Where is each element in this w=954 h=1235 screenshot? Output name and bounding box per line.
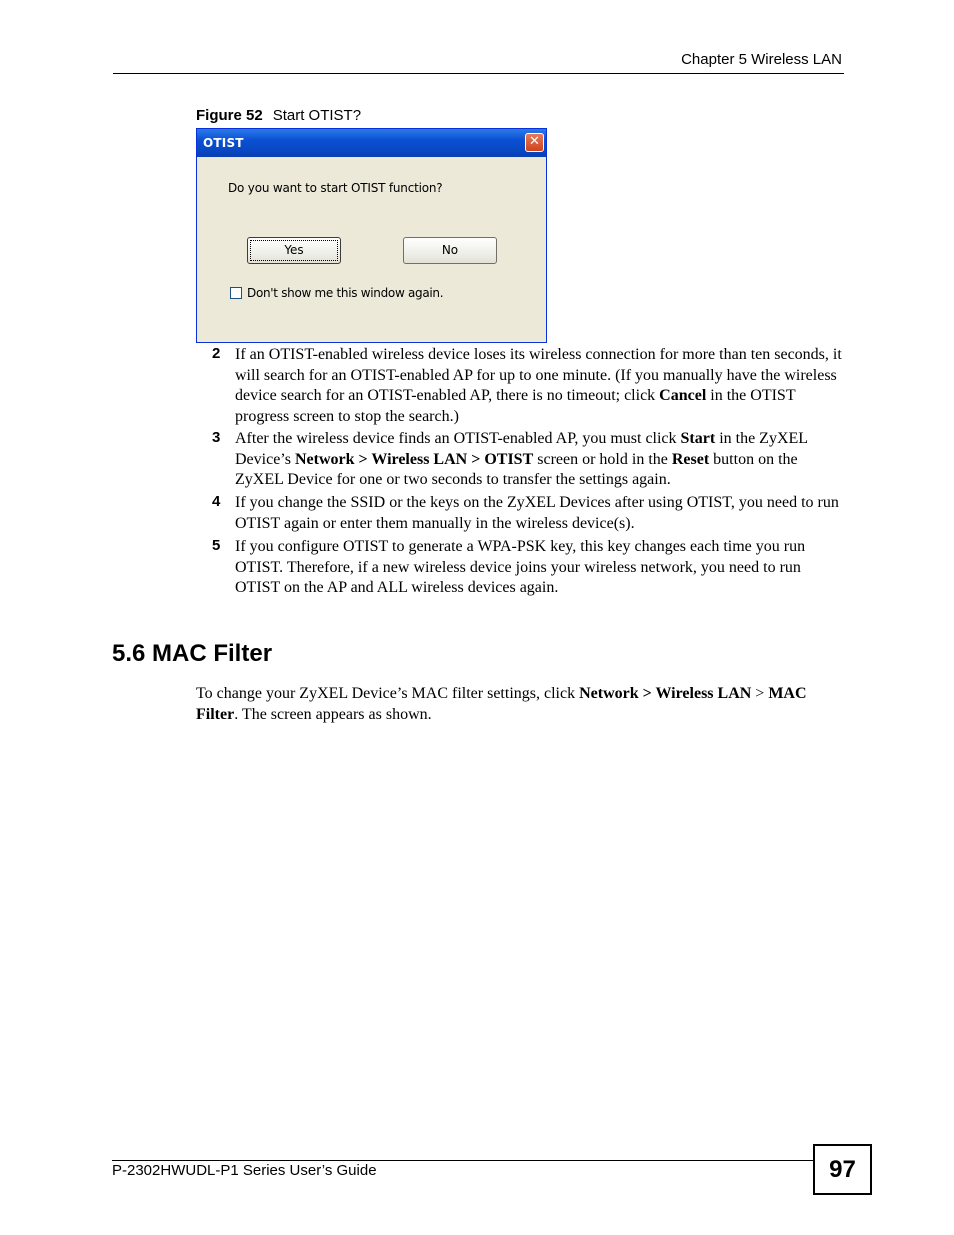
yes-button[interactable]: Yes [247, 237, 341, 264]
step-number: 3 [212, 429, 221, 446]
dont-show-checkbox[interactable] [230, 287, 242, 299]
no-button[interactable]: No [403, 237, 497, 264]
close-icon[interactable]: ✕ [525, 133, 544, 152]
step-number: 4 [212, 493, 221, 510]
footer-rule [112, 1160, 814, 1161]
figure-title: Start OTIST? [272, 107, 362, 124]
chapter-header: Chapter 5 Wireless LAN [681, 51, 842, 68]
page-number: 97 [813, 1144, 872, 1195]
section-title: 5.6 MAC Filter [112, 640, 273, 667]
step-text: After the wireless device finds an OTIST-enabled AP, you must click Start in the ZyXEL Device’s Network > Wireless LAN > OTIST screen or hold in the Reset button on the ZyXEL Device for one or two seconds to transfer the settings again. [235, 430, 808, 489]
step-text: If you change the SSID or the keys on the ZyXEL Devices after using OTIST, you need to run OTIST again or enter them manually in the wireless device(s). [235, 494, 839, 532]
otist-dialog [196, 128, 547, 343]
dialog-title: OTIST [203, 136, 244, 150]
dialog-question: Do you want to start OTIST function? [228, 181, 443, 195]
step-text: If an OTIST-enabled wireless device loses its wireless connection for more than ten seconds, it will search for an OTIST-enabled AP for up to one minute. (If you manually have the wireless device search for an OTIST-enabled AP, there is no timeout; click Cancel in the OTIST progress screen to stop the search.) [235, 346, 842, 426]
dialog-titlebar[interactable] [197, 129, 546, 157]
step-number: 2 [212, 345, 221, 362]
figure-caption [196, 107, 361, 124]
header-rule [113, 73, 844, 74]
intro-paragraph: To change your ZyXEL Device’s MAC filter settings, click Network > Wireless LAN > MAC Filter. The screen appears as shown. [196, 685, 807, 723]
step-number: 5 [212, 537, 221, 554]
step-text: If you configure OTIST to generate a WPA-PSK key, this key changes each time you run OTIST. Therefore, if a new wireless device joins your wireless network, you need to run OTIST on the AP and ALL wireless devices again. [235, 538, 806, 597]
figure-label: Figure 52 [196, 107, 263, 124]
guide-title: P-2302HWUDL-P1 Series User’s Guide [112, 1162, 377, 1179]
dont-show-label[interactable]: Don't show me this window again. [247, 286, 444, 300]
